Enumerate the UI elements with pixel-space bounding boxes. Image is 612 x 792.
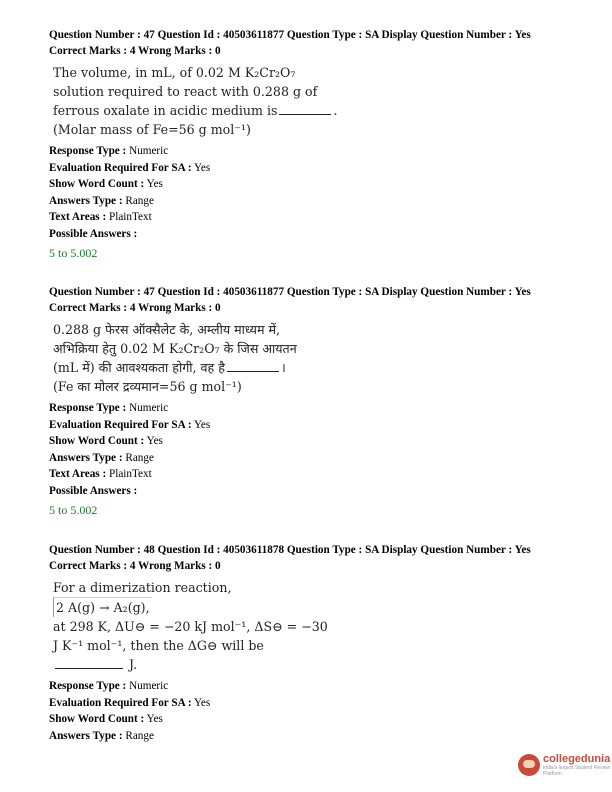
meta-row: Show Word Count : Yes	[49, 178, 163, 191]
meta-row: Evaluation Required For SA : Yes	[49, 418, 211, 431]
possible-answer: 5 to 5.002	[49, 502, 98, 517]
question-header: Question Number : 48 Question Id : 40503611878 Question Type : SA Display Question Number : Yes	[49, 544, 531, 556]
question-text: The volume, in mL, of 0.02 M K₂Cr₂O₇ solution required to react with 0.288 g of ferrous oxalate in acidic medium is . (Molar mass of Fe=56 g mol⁻¹)	[53, 65, 338, 137]
question-header: Question Number : 47 Question Id : 40503611877 Question Type : SA Display Question Number : Yes	[49, 29, 531, 41]
meta-row: Response Type : Numeric	[49, 145, 169, 157]
meta-row: Answers Type : Range	[49, 451, 154, 464]
question-block-2	[49, 284, 589, 519]
question-text: For a dimerization reaction, 2 A(g) → A₂(g), at 298 K, ΔU⊖ = −20 kJ mol⁻¹, ΔS⊖ = −30 J K⁻¹ mol⁻¹, then the ΔG⊖ will be J.	[53, 580, 328, 672]
collegedunia-logo	[518, 750, 611, 780]
meta-list	[49, 400, 589, 500]
question-header: Question Number : 47 Question Id : 40503611877 Question Type : SA Display Question Number : Yes	[49, 286, 531, 298]
question-text: 0.288 g फेरस ऑक्सैलेट के, अम्लीय माध्यम में, अभिक्रिया हेतु 0.02 M K₂Cr₂O₇ के जिस आयतन (mL में) की आवश्यकता होगी, वह है । (Fe का मोलर द्रव्यमान=56 g mol⁻¹)	[53, 322, 297, 394]
marks-line: Correct Marks : 4 Wrong Marks : 0	[49, 45, 221, 57]
question-block-1	[49, 27, 589, 262]
answer-blank	[55, 668, 123, 669]
meta-row: Answers Type : Range	[49, 729, 154, 742]
logo-tagline: India's largest Student Review Platform	[543, 765, 611, 777]
meta-list	[49, 678, 589, 744]
meta-row: Response Type : Numeric	[49, 402, 169, 414]
meta-row: Evaluation Required For SA : Yes	[49, 161, 211, 174]
answer-blank	[227, 371, 279, 372]
meta-row: Text Areas : PlainText	[49, 211, 152, 224]
meta-row: Show Word Count : Yes	[49, 435, 163, 448]
marks-line: Correct Marks : 4 Wrong Marks : 0	[49, 302, 221, 314]
mascot-icon	[518, 754, 540, 776]
meta-row: Answers Type : Range	[49, 194, 154, 207]
answer-blank	[279, 114, 331, 115]
meta-list	[49, 143, 589, 243]
meta-row: Text Areas : PlainText	[49, 468, 152, 481]
meta-row: Show Word Count : Yes	[49, 713, 163, 726]
logo-name: collegedunia	[543, 753, 611, 765]
marks-line: Correct Marks : 4 Wrong Marks : 0	[49, 560, 221, 572]
meta-row: Response Type : Numeric	[49, 680, 169, 692]
question-block-3	[49, 542, 589, 744]
meta-row: Possible Answers :	[49, 484, 138, 497]
meta-row: Evaluation Required For SA : Yes	[49, 696, 211, 709]
possible-answer: 5 to 5.002	[49, 245, 98, 260]
meta-row: Possible Answers :	[49, 227, 138, 240]
